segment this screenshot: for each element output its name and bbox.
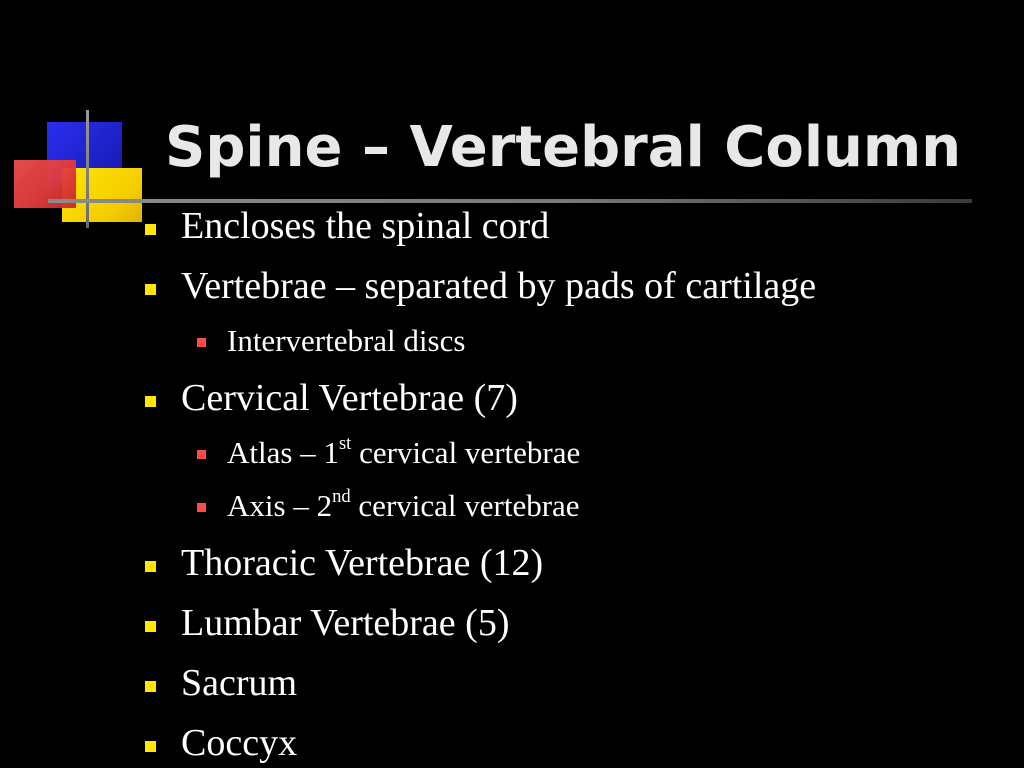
- sub-bullet-square-icon: [197, 503, 206, 512]
- sub-bullet-text: Intervertebral discs: [227, 323, 466, 358]
- bullet-item: [145, 661, 297, 705]
- bullet-text: Coccyx: [181, 722, 298, 764]
- bullet-item: [145, 541, 543, 585]
- bullet-item: [145, 204, 549, 248]
- bullet-text: Encloses the spinal cord: [181, 205, 550, 247]
- slide-title: Spine – Vertebral Column: [165, 115, 962, 180]
- bullet-square-icon: [145, 561, 156, 572]
- sub-bullet-text: Axis – 2nd cervical vertebrae: [227, 486, 580, 523]
- bullet-text: Lumbar Vertebrae (5): [181, 602, 510, 644]
- bullet-text: Vertebrae – separated by pads of cartilage: [181, 265, 817, 307]
- sub-bullet-item: [197, 435, 580, 471]
- sub-bullet-square-icon: [197, 450, 206, 459]
- bullet-square-icon: [145, 741, 156, 752]
- bullet-text: Thoracic Vertebrae (12): [181, 542, 544, 584]
- bullet-item: [145, 376, 518, 420]
- bullet-text: Cervical Vertebrae (7): [181, 377, 518, 419]
- sub-bullet-text: Atlas – 1st cervical vertebrae: [227, 433, 581, 470]
- sub-bullet-item: [197, 488, 580, 524]
- bullet-item: [145, 721, 297, 765]
- sub-bullet-item: [197, 323, 465, 359]
- sub-bullet-square-icon: [197, 338, 206, 347]
- bullet-square-icon: [145, 224, 156, 235]
- bullet-square-icon: [145, 396, 156, 407]
- bullet-item: [145, 601, 509, 645]
- bullet-item: [145, 264, 816, 308]
- bullet-square-icon: [145, 284, 156, 295]
- bullet-text: Sacrum: [181, 662, 298, 704]
- bullet-square-icon: [145, 621, 156, 632]
- bullet-square-icon: [145, 681, 156, 692]
